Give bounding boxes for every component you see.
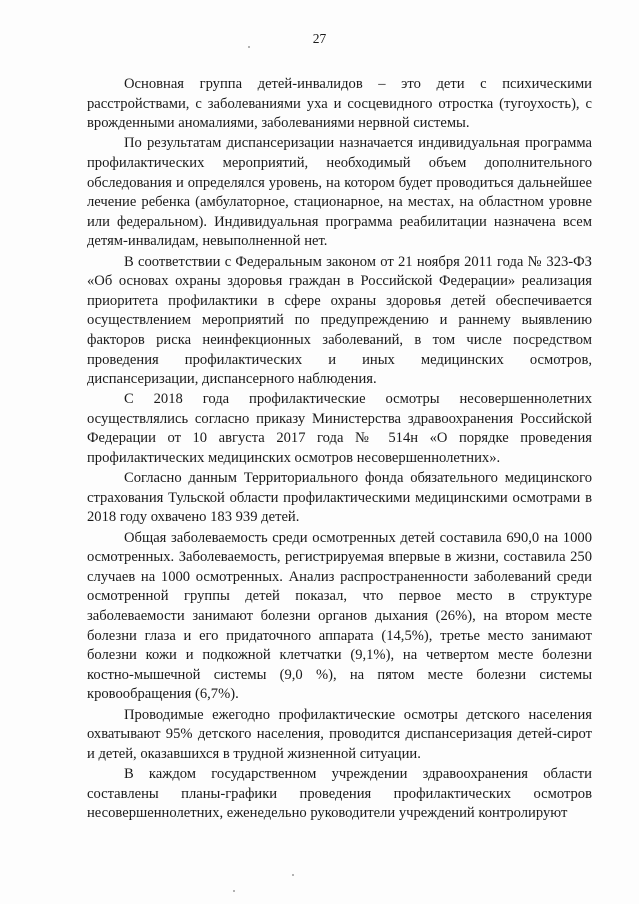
paragraph: В каждом государственном учреждении здравоохранения области составлены планы-графики проведения профилактических осмотров несовершеннолетних, еженедельно руководители учреждений контролируют: [87, 765, 592, 822]
scan-speck: [248, 46, 250, 48]
document-body: [87, 75, 592, 824]
paragraph: По результатам диспансеризации назначается индивидуальная программа профилактических мероприятий, необходимый объем дополнительного обследования и определялся уровень, на котором будет проводиться дальнейшее лечение ребенка (амбулаторное, стационарное, на местах, на областном уровне или федеральном). Индивидуальная программа реабилитации назначена всем детям-инвалидам, невыполненной нет.: [87, 135, 592, 250]
paragraph: Общая заболеваемость среди осмотренных детей составила 690,0 на 1000 осмотренных. Заболеваемость, регистрируемая впервые в жизни, составила 250 случаев на 1000 осмотренных. Анализ распространенности заболеваний среди осмотренной группы детей показал, что первое место в структуре заболеваемости занимают болезни органов дыхания (26%), на втором месте болезни глаза и его придаточного аппарата (14,5%), третье место занимают болезни кожи и подкожной клетчатки (9,1%), на четвертом месте болезни костно-мышечной системы (9,0 %), на пятом месте болезни системы кровообращения (6,7%).: [87, 529, 592, 703]
scan-speck: [292, 874, 294, 876]
paragraph: Согласно данным Территориального фонда обязательного медицинского страхования Тульской области профилактическими медицинскими осмотрами в 2018 году охвачено 183 939 детей.: [87, 470, 592, 526]
page-number: 27: [312, 31, 327, 46]
paragraph: С 2018 года профилактические осмотры несовершеннолетних осуществлялись согласно приказу Министерства здравоохранения Российской Федерации от 10 августа 2017 года № 514н «О порядке проведения профилактических медицинских осмотров несовершеннолетних».: [87, 391, 592, 467]
paragraph: В соответствии с Федеральным законом от 21 ноября 2011 года № 323-ФЗ «Об основах охраны здоровья граждан в Российской Федерации» реализация приоритета профилактики в сфере охраны здоровья детей обеспечивается осуществлением мероприятий по предупреждению и раннему выявлению факторов риска неинфекционных заболеваний, в том числе посредством проведения профилактических и иных медицинских осмотров, диспансеризации, диспансерного наблюдения.: [87, 253, 592, 388]
paragraph: Основная группа детей-инвалидов – это дети с психическими расстройствами, с заболеваниями уха и сосцевидного отростка (тугоухость), с врожденными аномалиями, заболеваниями нервной системы.: [87, 76, 592, 132]
paragraph: Проводимые ежегодно профилактические осмотры детского населения охватывают 95% детского населения, проводится диспансеризация детей-сирот и детей, оказавшихся в трудной жизненной ситуации.: [87, 706, 592, 762]
scan-speck: [233, 890, 235, 892]
